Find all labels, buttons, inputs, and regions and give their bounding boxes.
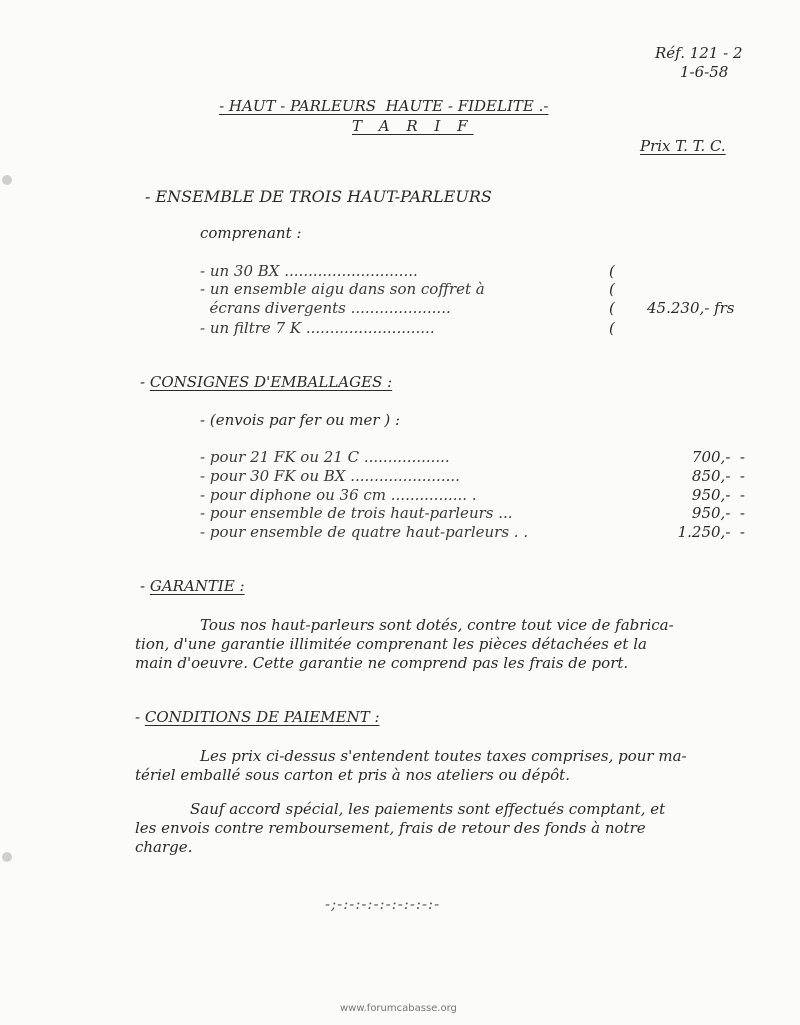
- consigne-label: - pour diphone ou 36 cm ................ .: [200, 486, 477, 504]
- paiement-line: charge.: [135, 838, 193, 856]
- reference-number: Réf. 121 - 2: [655, 44, 743, 62]
- consignes-note: - (envois par fer ou mer ) :: [200, 411, 401, 429]
- consigne-label: - pour ensemble de trois haut-parleurs ...: [200, 504, 513, 522]
- consigne-price: 950,- -: [691, 486, 745, 504]
- bracket-paren: (: [609, 280, 615, 298]
- consigne-label: - pour 21 FK ou 21 C ..................: [200, 448, 450, 466]
- garantie-line: Tous nos haut-parleurs sont dotés, contre tout vice de fabrica-: [200, 616, 674, 634]
- consigne-price: 850,- -: [691, 467, 745, 485]
- ensemble-price: 45.230,- frs: [647, 299, 735, 317]
- paiement-line: les envois contre remboursement, frais de retour des fonds à notre: [135, 819, 646, 837]
- consigne-price: 950,- -: [691, 504, 745, 522]
- punch-hole-mark: [2, 175, 12, 185]
- page-title-text: - HAUT - PARLEURS HAUTE - FIDELITE .-: [219, 97, 549, 115]
- consigne-label: - pour ensemble de quatre haut-parleurs . .: [200, 523, 529, 541]
- paiement-heading-text: CONDITIONS DE PAIEMENT :: [144, 708, 380, 726]
- bracket-paren: (: [609, 262, 615, 280]
- price-column-label: Prix T. T. C.: [640, 137, 726, 155]
- ensemble-heading: - ENSEMBLE DE TROIS HAUT-PARLEURS: [145, 187, 492, 206]
- consignes-heading: - CONSIGNES D'EMBALLAGES :: [140, 373, 393, 391]
- document-date: 1-6-58: [680, 63, 729, 81]
- paiement-line: tériel emballé sous carton et pris à nos ateliers ou dépôt.: [135, 766, 570, 784]
- end-mark: -;-:-:-:-:-:-:-:-:-: [325, 895, 441, 913]
- footer-watermark: www.forumcabasse.org: [340, 1003, 457, 1014]
- garantie-heading: - GARANTIE :: [140, 577, 245, 595]
- paiement-heading: - CONDITIONS DE PAIEMENT :: [135, 708, 380, 726]
- garantie-heading-text: GARANTIE :: [149, 577, 245, 595]
- consignes-heading-text: CONSIGNES D'EMBALLAGES :: [149, 373, 393, 391]
- consigne-price: 700,- -: [691, 448, 745, 466]
- bracket-paren: (: [609, 319, 615, 337]
- tarif-heading: T A R I F: [352, 117, 474, 135]
- ensemble-item: - un filtre 7 K ...........................: [200, 319, 435, 337]
- garantie-line: tion, d'une garantie illimitée comprenant les pièces détachées et la: [135, 635, 647, 653]
- paiement-line: Sauf accord spécial, les paiements sont effectués comptant, et: [190, 800, 666, 818]
- consigne-label: - pour 30 FK ou BX .......................: [200, 467, 460, 485]
- paiement-line: Les prix ci-dessus s'entendent toutes taxes comprises, pour ma-: [200, 747, 687, 765]
- bracket-paren: (: [609, 299, 615, 317]
- ensemble-item: - un 30 BX ............................: [200, 262, 418, 280]
- consigne-price: 1.250,- -: [677, 523, 745, 541]
- ensemble-item: écrans divergents .....................: [200, 299, 451, 317]
- punch-hole-mark: [2, 852, 12, 862]
- ensemble-comprenant: comprenant :: [200, 224, 302, 242]
- ensemble-item: - un ensemble aigu dans son coffret à: [200, 280, 485, 298]
- garantie-line: main d'oeuvre. Cette garantie ne comprend pas les frais de port.: [135, 654, 629, 672]
